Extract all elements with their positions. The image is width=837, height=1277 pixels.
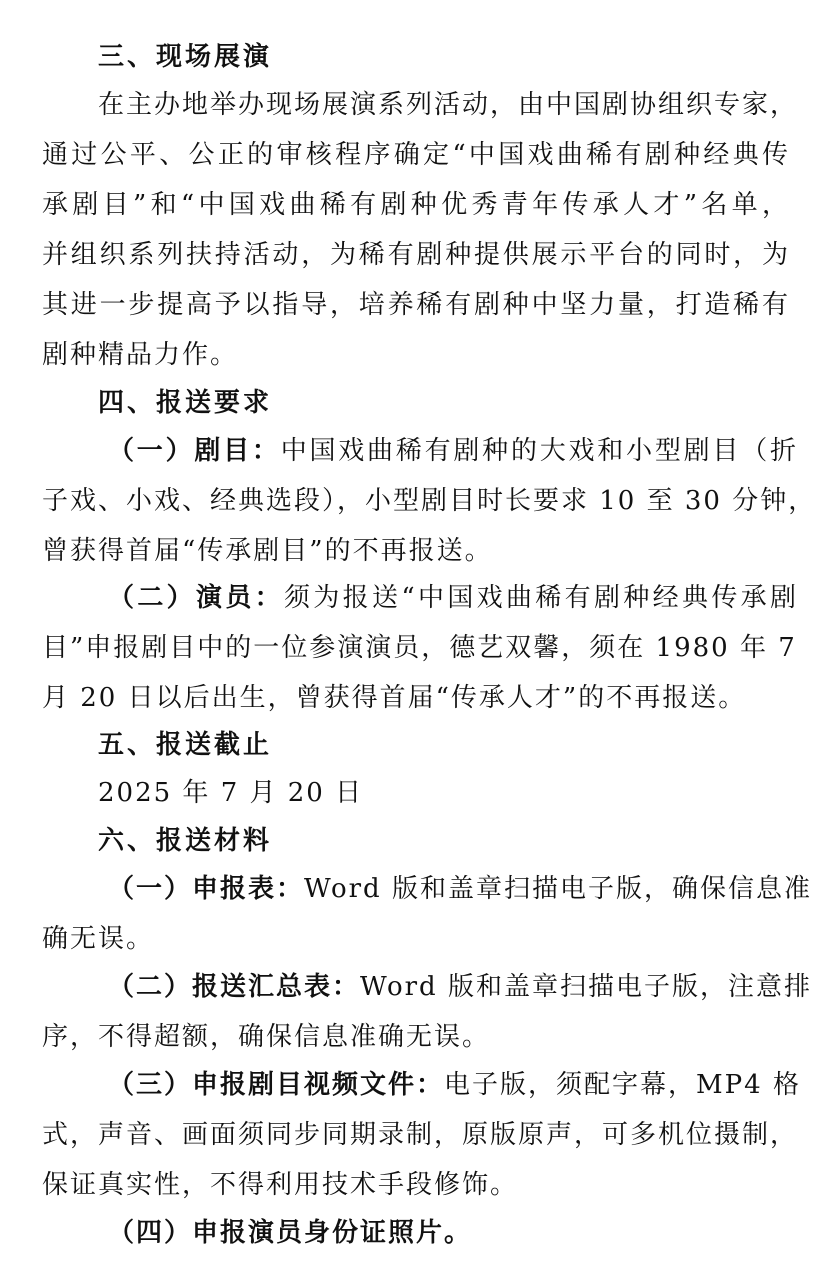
- s6-p2-label: （二）报送汇总表：: [108, 972, 361, 1002]
- s3-line-6: 剧种精品力作。: [42, 340, 239, 370]
- s4-p2-line-3: 月 20 日以后出生，曾获得首届“传承人才”的不再报送。: [42, 683, 747, 713]
- s4-p1-label: （一）剧目：: [108, 436, 281, 466]
- section-3-heading: 三、现场展演: [98, 42, 273, 72]
- s6-p1-text: Word 版和盖章扫描电子版，确保信息准: [304, 874, 812, 904]
- s6-p2-line-1: [108, 972, 812, 1002]
- s6-p3-label: （三）申报剧目视频文件：: [108, 1070, 445, 1100]
- s4-p1-text: 中国戏曲稀有剧种的大戏和小型剧目（折: [280, 436, 798, 466]
- s6-p3-line-3: 保证真实性，不得利用技术手段修饰。: [42, 1170, 519, 1200]
- s3-line-5: 其进一步提高予以指导，培养稀有剧种中坚力量，打造稀有: [42, 290, 790, 320]
- s6-p3-line-1: [108, 1070, 801, 1100]
- s4-p2-label: （二）演员：: [108, 583, 285, 613]
- s6-p2-text: Word 版和盖章扫描电子版，注意排: [360, 972, 812, 1002]
- s3-line-1: 在主办地举办现场展演系列活动，由中国剧协组织专家，: [98, 90, 799, 120]
- section-6-heading: 六、报送材料: [98, 826, 273, 856]
- s6-p4-line-1: [108, 1218, 837, 1248]
- s3-line-4: 并组织系列扶持活动，为稀有剧种提供展示平台的同时，为: [42, 240, 790, 270]
- s6-p2-line-2: 序，不得超额，确保信息准确无误。: [42, 1022, 491, 1052]
- s6-p4-label: （四）申报演员身份证照片。: [108, 1218, 473, 1248]
- s4-p1-line-2: 子戏、小戏、经典选段），小型剧目时长要求 10 至 30 分钟，: [42, 486, 817, 516]
- s3-line-3: 承剧目”和“中国戏曲稀有剧种优秀青年传承人才”名单，: [42, 190, 790, 220]
- s4-p2-line-1: [108, 583, 798, 613]
- s4-p2-line-2: 目”申报剧目中的一位参演演员，德艺双馨，须在 1980 年 7: [42, 633, 797, 663]
- s4-p2-text: 须为报送“中国戏曲稀有剧种经典传承剧: [284, 583, 798, 613]
- s6-p3-line-2: 式，声音、画面须同步同期录制，原版原声，可多机位摄制，: [42, 1120, 799, 1150]
- s6-p1-line-2: 确无误。: [42, 924, 155, 954]
- s4-p1-line-3: 曾获得首届“传承剧目”的不再报送。: [42, 536, 493, 566]
- section-4-heading: 四、报送要求: [98, 388, 273, 418]
- s3-line-2: 通过公平、公正的审核程序确定“中国戏曲稀有剧种经典传: [42, 140, 790, 170]
- s6-p3-text: 电子版，须配字幕，MP4 格: [444, 1070, 801, 1100]
- s6-p1-label: （一）申报表：: [108, 874, 305, 904]
- s6-p1-line-1: [108, 874, 812, 904]
- s4-p1-line-1: [108, 436, 798, 466]
- deadline-date: 2025 年 7 月 20 日: [98, 778, 364, 808]
- section-5-heading: 五、报送截止: [98, 730, 273, 760]
